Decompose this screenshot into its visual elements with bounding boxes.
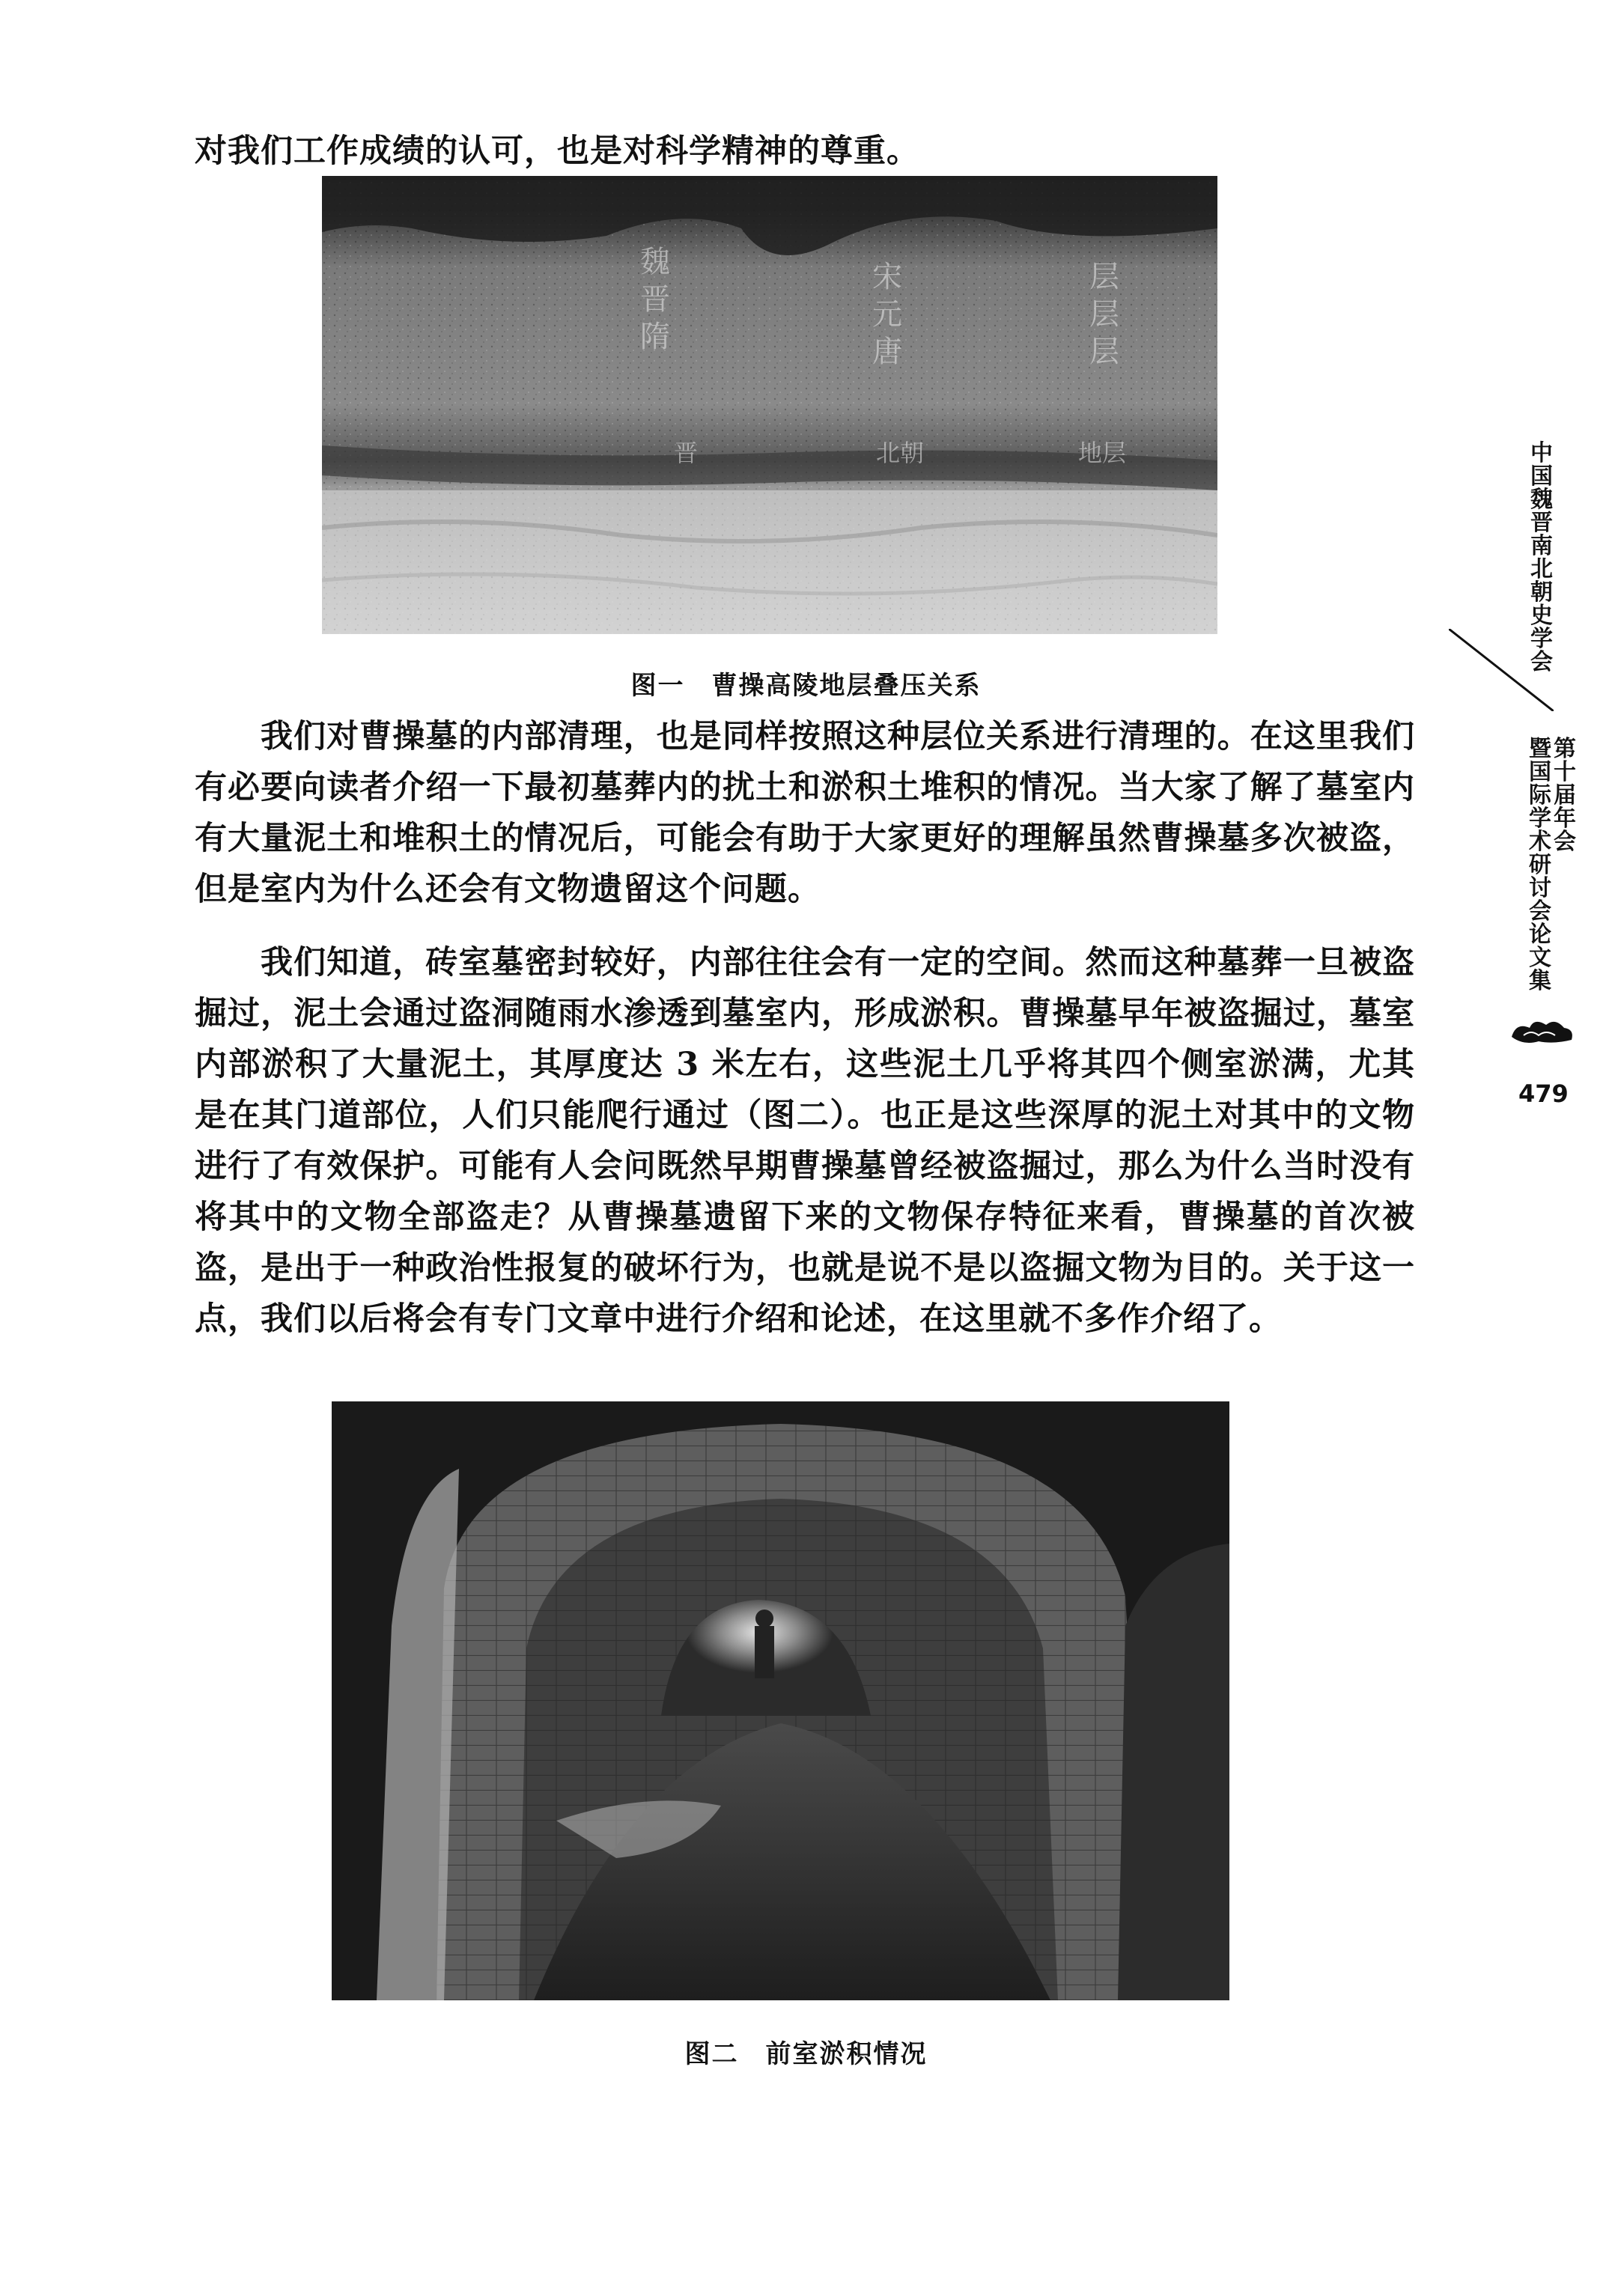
body-text-top: 对我们工作成绩的认可，也是对科学精神的尊重。	[195, 133, 919, 170]
wall-label-col1: 魏晋隋	[640, 245, 670, 354]
person-silhouette	[755, 1626, 774, 1678]
wall-label-bottom2: 北朝	[876, 439, 925, 467]
tunnel-image	[332, 1401, 1229, 2000]
cloud-ornament-icon	[1509, 1014, 1576, 1047]
sidebar-proceedings: 暨国际学术研讨会论文集	[1529, 736, 1551, 994]
figure-2-photo	[332, 1401, 1229, 2000]
wall-label-col3: 层层层	[1089, 260, 1119, 369]
page-number: 479	[1518, 1080, 1569, 1108]
stratigraphy-wall-image	[322, 176, 1217, 634]
figure-1-caption: 图一 曹操高陵地层叠压关系	[630, 671, 982, 701]
wall-label-col2: 宋元唐	[872, 260, 902, 369]
sidebar-session: 第十届年会	[1554, 736, 1576, 855]
body-paragraph-2: 我们知道，砖室墓密封较好，内部往往会有一定的空间。然而这种墓葬一旦被盗掘过，泥土会通过盗洞随雨水渗透到墓室内，形成淤积。曹操墓早年被盗掘过，墓室内部淤积了大量泥土，其厚度达 3 米左右，这些泥土几乎将其四个侧室淤满，尤其是在其门道部位，人们只能爬行通过（图二）。也正是这些深厚的泥土对其中的文物进行了有效保护。可能有人会问既然早期曹操墓曾经被盗掘过，那么为什么当时没有将其中的文物全部盗走？从曹操墓遗留下来的文物保存特征来看，曹操墓的首次被盗，是出于一种政治性报复的破坏行为，也就是说不是以盗掘文物为目的。关于这一点，我们以后将会有专门文章中进行介绍和论述，在这里就不多作介绍了。	[195, 944, 1415, 1338]
wall-label-bottom3: 地层	[1078, 439, 1127, 467]
wall-label-bottom1: 晋	[674, 439, 699, 467]
figure-2-caption: 图二 前室淤积情况	[684, 2039, 928, 2069]
body-paragraph-1: 我们对曹操墓的内部清理，也是同样按照这种层位关系进行清理的。在这里我们有必要向读者介绍一下最初墓葬内的扰土和淤积土堆积的情况。当大家了解了墓室内有大量泥土和堆积土的情况后，可能会有助于大家更好的理解虽然曹操墓多次被盗，但是室内为什么还会有文物遗留这个问题。	[195, 718, 1415, 908]
sidebar-society-name: 中国魏晋南北朝史学会	[1530, 440, 1553, 675]
sidebar-diagonal-line	[1449, 629, 1554, 711]
figure-1-photo	[322, 176, 1217, 634]
